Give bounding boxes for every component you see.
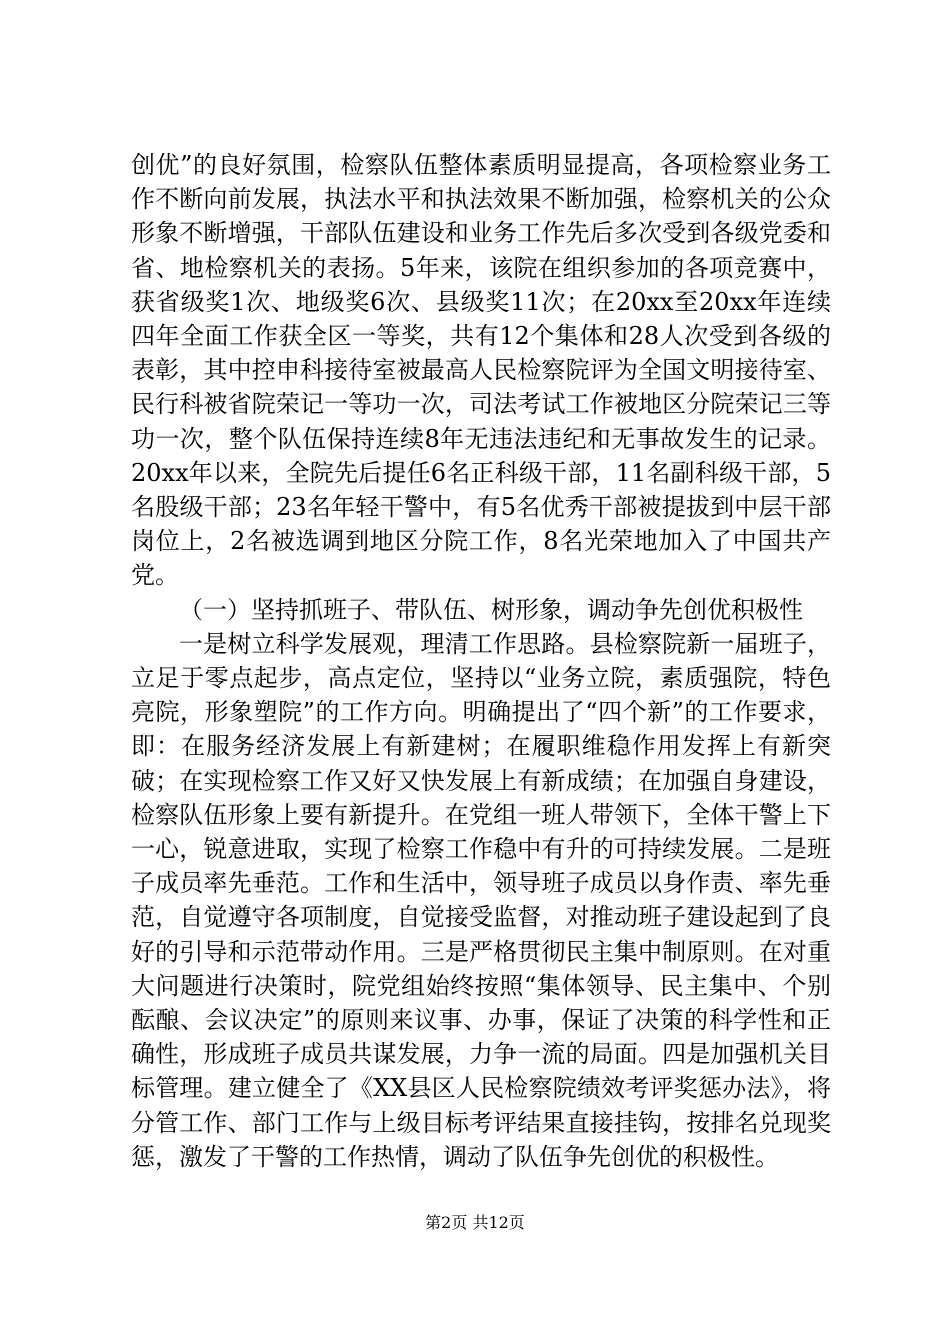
document-body — [131, 148, 831, 1174]
section-heading: （一）坚持抓班子、带队伍、树形象，调动争先创优积极性 — [179, 595, 803, 624]
page-number: 第2页 共12页 — [425, 1213, 525, 1232]
paragraph-continuation: 创优”的良好氛围，检察队伍整体素质明显提高，各项检察业务工作不断向前发展，执法水平和执法效果不断加强，检察机关的公众形象不断增强，干部队伍建设和业务工作先后多次受到各级党委和省、地检察机关的表扬。5年来，该院在组织参加的各项竞赛中，获省级奖1次、地级奖6次、县级奖11次；在20xx至20xx年连续四年全面工作获全区一等奖，共有12个集体和28人次受到各级的表彰，其中控申科接待室被最高人民检察院评为全国文明接待室、民行科被省院荣记一等功一次，司法考试工作被地区分院荣记三等功一次，整个队伍保持连续8年无违法违纪和无事故发生的记录。20xx年以来，全院先后提任6名正科级干部，11名副科级干部，5名股级干部；23名年轻干警中，有5名优秀干部被提拔到中层干部岗位上，2名被选调到地区分院工作，8名光荣地加入了中国共产党。 — [131, 151, 831, 590]
paragraph-body: 一是树立科学发展观，理清工作思路。县检察院新一届班子，立足于零点起步，高点定位，坚持以“业务立院，素质强院，特色亮院，形象塑院”的工作方向。明确提出了“四个新”的工作要求，即：在服务经济发展上有新建树；在履职维稳作用发挥上有新突破；在实现检察工作又好又快发展上有新成绩；在加强自身建设，检察队伍形象上要有新提升。在党组一班人带领下，全体干警上下一心，锐意进取，实现了检察工作稳中有升的可持续发展。二是班子成员率先垂范。工作和生活中，领导班子成员以身作责、率先垂范，自觉遵守各项制度，自觉接受监督，对推动班子建设起到了良好的引导和示范带动作用。三是严格贯彻民主集中制原则。在对重大问题进行决策时，院党组始终按照“集体领导、民主集中、个别酝酿、会议决定”的原则来议事、办事，保证了决策的科学性和正确性，形成班子成员共谋发展，力争一流的局面。四是加强机关目标管理。建立健全了《XX县区人民检察院绩效考评奖惩办法》，将分管工作、部门工作与上级目标考评结果直接挂钩，按排名兑现奖惩，激发了干警的工作热情，调动了队伍争先创优的积极性。 — [131, 629, 831, 1171]
page-footer — [0, 1213, 950, 1233]
